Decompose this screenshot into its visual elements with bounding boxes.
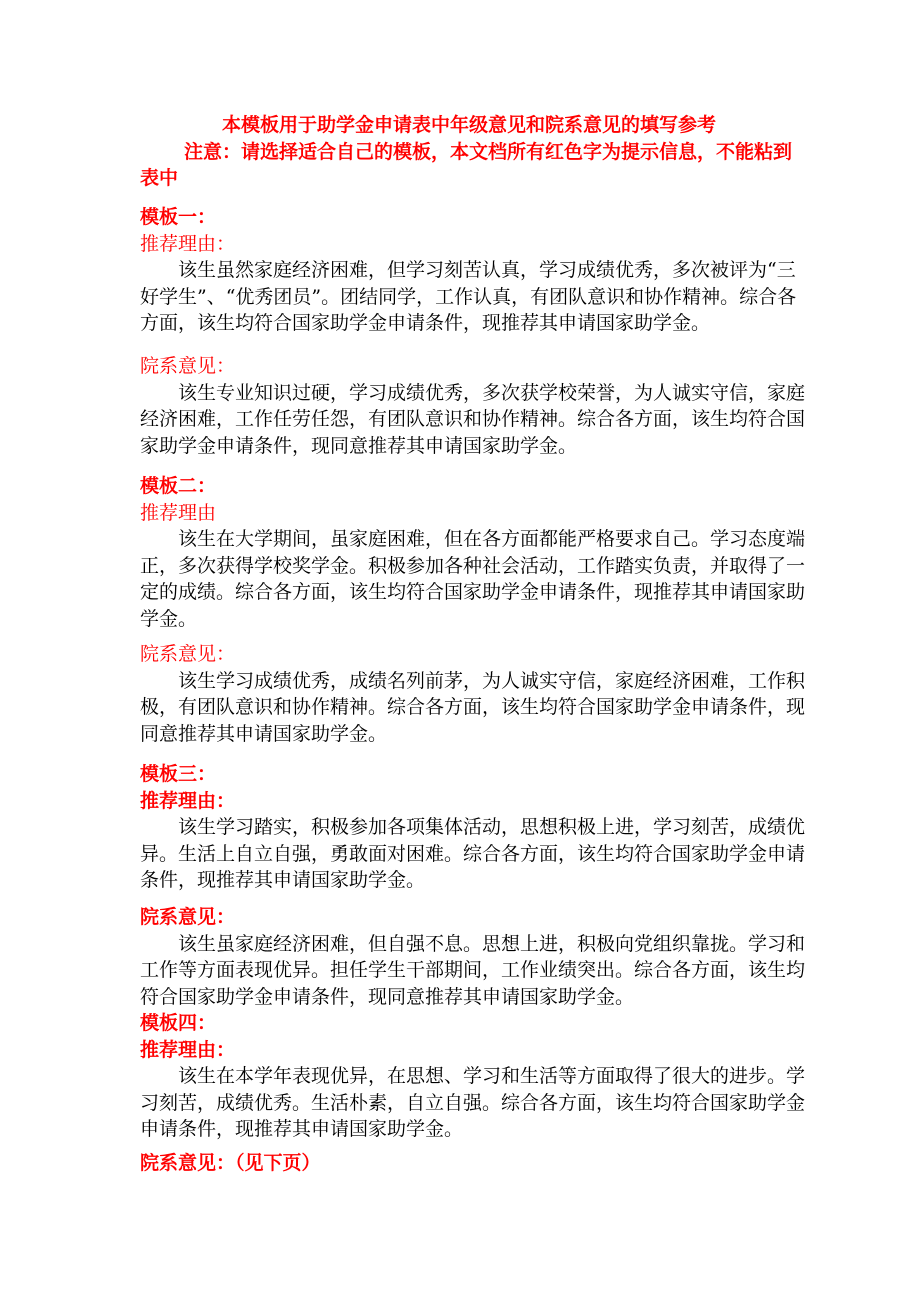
dept-line: 符合国家助学金申请条件，现同意推荐其申请国家助学金。 bbox=[140, 985, 635, 1008]
dept-line: 工作等方面表现优异。担任学生干部期间，工作业绩突出。综合各方面，该生均 bbox=[140, 959, 806, 982]
notice-line: 表中 bbox=[140, 167, 179, 190]
reason-label: 推荐理由 bbox=[140, 501, 217, 524]
dept-line: 家助学金申请条件，现同意推荐其申请国家助学金。 bbox=[140, 434, 578, 457]
dept-line: 该生学习成绩优秀，成绩名列前茅，为人诚实守信，家庭经济困难，工作积 bbox=[178, 669, 806, 692]
reason-line: 正，多次获得学校奖学金。积极参加各种社会活动，工作踏实负责，并取得了一 bbox=[140, 554, 806, 577]
template-4-dept bbox=[140, 1150, 785, 1177]
template-3-dept bbox=[140, 904, 806, 1010]
template-2 bbox=[140, 473, 806, 633]
template-1 bbox=[140, 204, 797, 337]
template-3 bbox=[140, 761, 806, 894]
dept-line: 经济困难，工作任劳任怨，有团队意识和协作精神。综合各方面，该生均符合国 bbox=[140, 408, 806, 431]
reason-line: 异。生活上自立自强，勇敢面对困难。综合各方面，该生均符合国家助学金申请 bbox=[140, 842, 806, 865]
reason-line: 申请条件，现推荐其申请国家助学金。 bbox=[140, 1118, 464, 1141]
template-heading: 模板四： bbox=[140, 1012, 217, 1034]
reason-line: 习刻苦，成绩优秀。生活朴素，自立自强。综合各方面，该生均符合国家助学金 bbox=[140, 1091, 806, 1114]
reason-line: 该生虽然家庭经济困难，但学习刻苦认真，学习成绩优秀，多次被评为“三 bbox=[178, 259, 796, 282]
dept-line: 该生虽家庭经济困难，但自强不息。思想上进，积极向党组织靠拢。学习和 bbox=[178, 932, 806, 955]
dept-line: 同意推荐其申请国家助学金。 bbox=[140, 722, 388, 745]
dept-label: 院系意见：（见下页） bbox=[140, 1152, 321, 1174]
dept-label: 院系意见： bbox=[140, 355, 236, 377]
reason-line: 该生在大学期间，虽家庭困难，但在各方面都能严格要求自己。学习态度端 bbox=[178, 528, 806, 551]
reason-line: 学金。 bbox=[140, 607, 198, 630]
dept-label: 院系意见： bbox=[140, 643, 236, 665]
template-2-dept bbox=[140, 641, 806, 747]
dept-label: 院系意见： bbox=[140, 906, 236, 928]
reason-line: 好学生”、“优秀团员”。团结同学，工作认真，有团队意识和协作精神。综合各 bbox=[140, 285, 797, 308]
template-1-dept bbox=[140, 353, 806, 459]
reason-line: 方面，该生均符合国家助学金申请条件，现推荐其申请国家助学金。 bbox=[140, 312, 711, 335]
template-heading: 模板一： bbox=[140, 206, 217, 228]
dept-line: 极，有团队意识和协作精神。综合各方面，该生均符合国家助学金申请条件，现 bbox=[140, 696, 806, 719]
dept-line: 该生专业知识过硬，学习成绩优秀，多次获学校荣誉，为人诚实守信，家庭 bbox=[178, 381, 806, 404]
document-title: 本模板用于助学金申请表中年级意见和院系意见的填写参考 bbox=[222, 114, 717, 136]
reason-line: 条件，现推荐其申请国家助学金。 bbox=[140, 869, 426, 892]
reason-line: 该生学习踏实，积极参加各项集体活动，思想积极上进，学习刻苦，成绩优 bbox=[178, 816, 806, 839]
notice-line: 注意：请选择适合自己的模板，本文档所有红色字为提示信息，不能粘到 bbox=[184, 140, 793, 163]
template-4 bbox=[140, 1010, 806, 1143]
reason-line: 该生在本学年表现优异，在思想、学习和生活等方面取得了很大的进步。学 bbox=[178, 1065, 806, 1088]
template-heading: 模板三： bbox=[140, 763, 217, 785]
reason-label: 推荐理由： bbox=[140, 1038, 236, 1061]
template-heading: 模板二： bbox=[140, 475, 217, 497]
reason-line: 定的成绩。综合各方面，该生均符合国家助学金申请条件，现推荐其申请国家助 bbox=[140, 581, 806, 604]
reason-label: 推荐理由： bbox=[140, 232, 236, 255]
reason-label: 推荐理由： bbox=[140, 789, 236, 812]
document-header bbox=[140, 112, 793, 192]
